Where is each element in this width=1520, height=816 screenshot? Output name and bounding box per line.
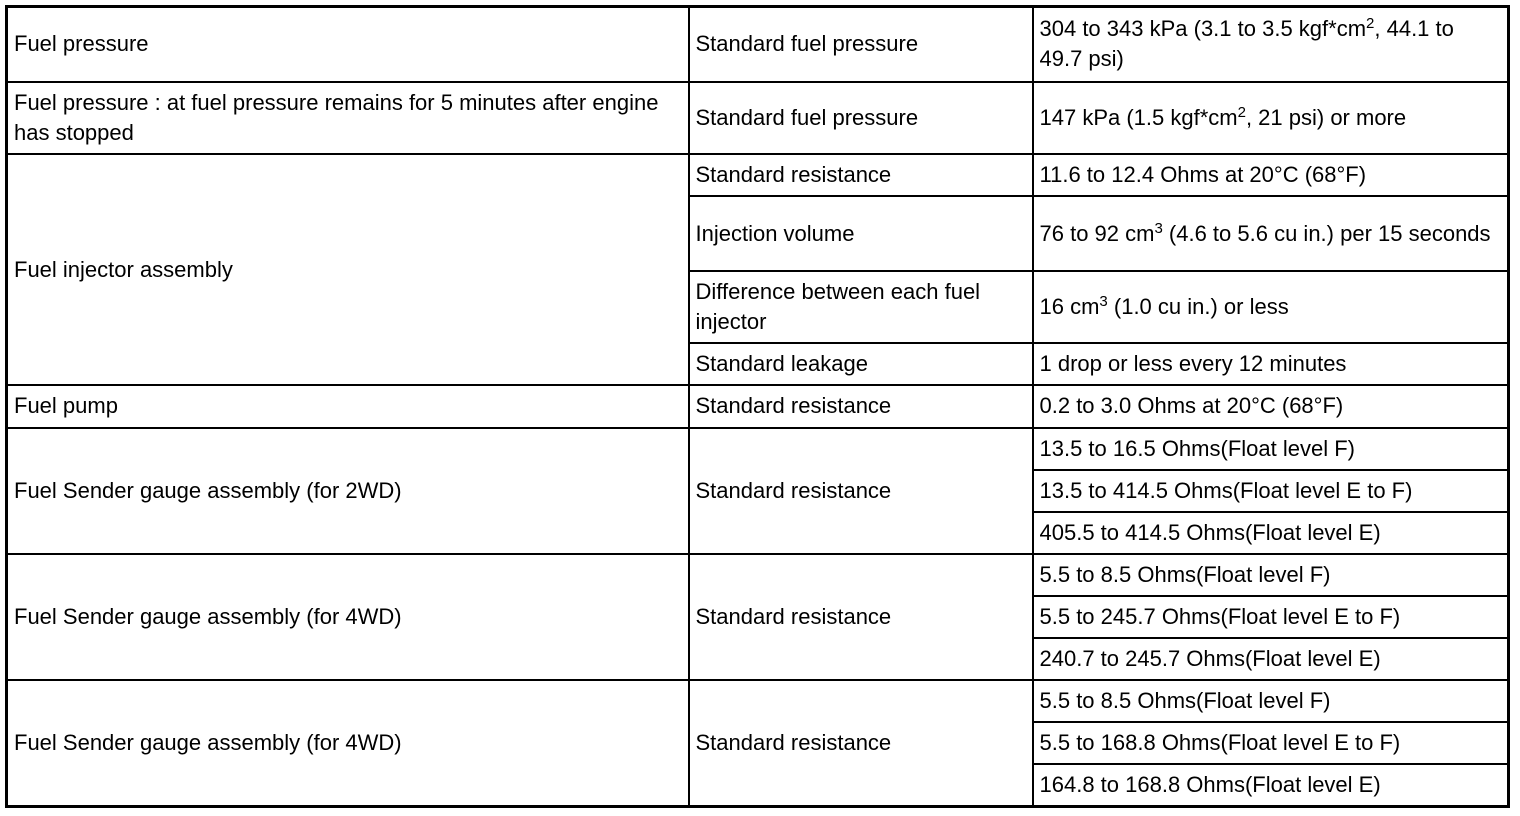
item-cell: Difference between each fuel injector (689, 271, 1033, 343)
table-row (7, 554, 1509, 596)
spec-text: (1.0 cu in.) or less (1107, 294, 1289, 320)
item-cell: Standard resistance (689, 154, 1033, 196)
component-cell: Fuel pressure (7, 7, 689, 82)
spec-cell: 11.6 to 12.4 Ohms at 20°C (68°F) (1033, 154, 1509, 196)
superscript: 2 (1237, 103, 1246, 121)
table-row (7, 385, 1509, 427)
item-cell: Standard resistance (689, 385, 1033, 427)
spec-cell: 13.5 to 16.5 Ohms(Float level F) (1033, 428, 1509, 470)
spec-text: 147 kPa (1.5 kgf*cm (1039, 104, 1238, 130)
table-row (7, 82, 1509, 154)
spec-cell: 13.5 to 414.5 Ohms(Float level E to F) (1033, 470, 1509, 512)
spec-cell (1033, 271, 1509, 343)
spec-cell: 405.5 to 414.5 Ohms(Float level E) (1033, 512, 1509, 554)
component-cell: Fuel injector assembly (7, 154, 689, 386)
spec-cell (1033, 82, 1509, 154)
spec-cell: 0.2 to 3.0 Ohms at 20°C (68°F) (1033, 385, 1509, 427)
spec-cell: 164.8 to 168.8 Ohms(Float level E) (1033, 764, 1509, 806)
spec-cell: 5.5 to 168.8 Ohms(Float level E to F) (1033, 722, 1509, 764)
item-cell: Standard fuel pressure (689, 7, 1033, 82)
superscript: 3 (1154, 219, 1163, 237)
spec-cell: 1 drop or less every 12 minutes (1033, 343, 1509, 385)
spec-cell (1033, 7, 1509, 82)
table-row (7, 7, 1509, 82)
fuel-system-spec-table (5, 5, 1510, 808)
component-cell: Fuel pump (7, 385, 689, 427)
spec-cell (1033, 196, 1509, 271)
spec-text: 304 to 343 kPa (3.1 to 3.5 kgf*cm (1039, 16, 1367, 42)
spec-text: 76 to 92 cm (1039, 220, 1155, 246)
table-row (7, 154, 1509, 196)
spec-cell: 5.5 to 245.7 Ohms(Float level E to F) (1033, 596, 1509, 638)
component-cell: Fuel Sender gauge assembly (for 4WD) (7, 680, 689, 806)
item-cell: Standard resistance (689, 428, 1033, 554)
component-cell: Fuel pressure : at fuel pressure remains for 5 minutes after engine has stopped (7, 82, 689, 154)
table-row (7, 428, 1509, 470)
spec-table-container (5, 5, 1507, 808)
component-cell: Fuel Sender gauge assembly (for 4WD) (7, 554, 689, 680)
component-cell: Fuel Sender gauge assembly (for 2WD) (7, 428, 689, 554)
superscript: 2 (1366, 15, 1375, 33)
item-cell: Standard resistance (689, 680, 1033, 806)
spec-cell: 5.5 to 8.5 Ohms(Float level F) (1033, 554, 1509, 596)
item-cell: Standard leakage (689, 343, 1033, 385)
item-cell: Standard fuel pressure (689, 82, 1033, 154)
item-cell: Injection volume (689, 196, 1033, 271)
table-row (7, 680, 1509, 722)
spec-cell: 5.5 to 8.5 Ohms(Float level F) (1033, 680, 1509, 722)
spec-text: 16 cm (1039, 294, 1100, 320)
superscript: 3 (1099, 293, 1108, 311)
spec-text: , 44.1 to 49.7 psi) (1039, 16, 1454, 72)
item-cell: Standard resistance (689, 554, 1033, 680)
spec-cell: 240.7 to 245.7 Ohms(Float level E) (1033, 638, 1509, 680)
spec-text: (4.6 to 5.6 cu in.) per 15 seconds (1162, 220, 1491, 246)
spec-text: , 21 psi) or more (1245, 104, 1407, 130)
